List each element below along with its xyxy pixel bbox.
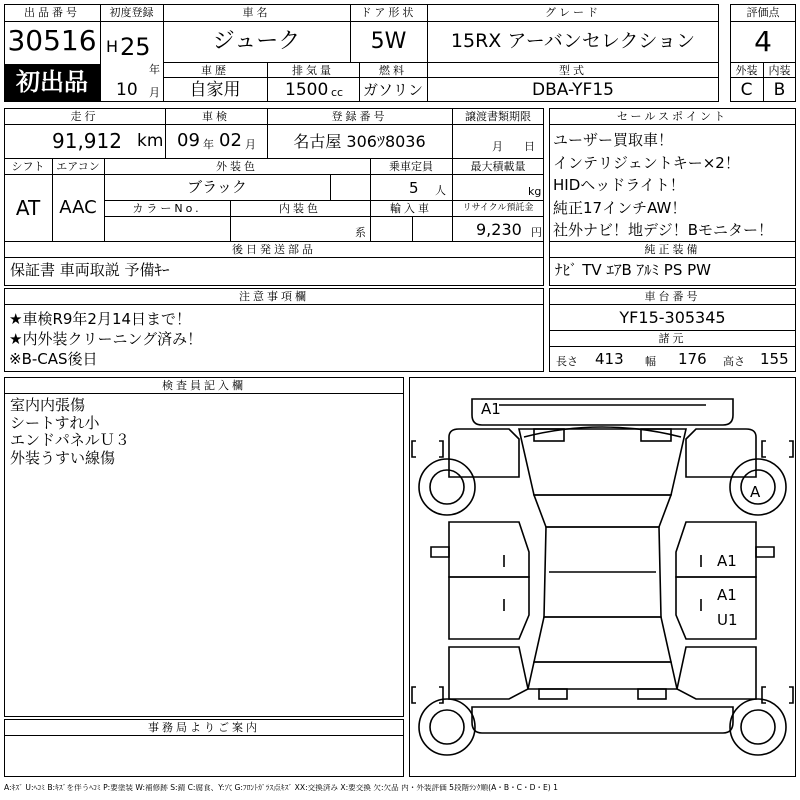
note-line: ※B-CAS後日 — [9, 350, 98, 368]
legend: A:ｷｽﾞ U:ﾍｺﾐ B:ｷｽﾞを伴うﾍｺﾐ P:要塗装 W:補修跡 S:錆 C:腐食、Y:穴 G:ﾌﾛﾝﾄｶﾞﾗｽ点ｷｽﾞ XX:交換済み X:要交換 欠:欠品 内・外装評価 5段階ﾗﾝｸ順(A・B・C・D・E) 1 — [4, 784, 559, 792]
door-label: ドア形状 — [360, 6, 417, 19]
aircon-label: エアコン — [56, 160, 100, 173]
rule — [4, 158, 544, 159]
rule — [4, 241, 544, 242]
rule — [4, 393, 404, 394]
rule — [163, 62, 719, 63]
exterior-color-label: 外装色 — [216, 160, 258, 173]
height-label: 高さ — [723, 355, 745, 368]
mileage-value: 91,912 — [52, 129, 122, 153]
later-parts-value: 保証書 車両取説 予備ｷｰ — [10, 261, 170, 279]
import-label: 輸入車 — [390, 202, 432, 215]
chassis-label: 車台番号 — [644, 290, 701, 303]
car-name-label: 車名 — [242, 6, 271, 19]
inspector-note-line: エンドパネルＵ３ — [10, 431, 130, 449]
lot-number: 30516 — [7, 24, 97, 57]
fuel-label: 燃料 — [379, 64, 407, 77]
height-value: 155 — [760, 350, 789, 368]
fuel-value: ガソリン — [362, 81, 423, 99]
inspector-label: 検査員記入欄 — [162, 379, 246, 392]
score-label: 評価点 — [746, 6, 780, 19]
car-diagram — [409, 377, 796, 777]
rule — [163, 77, 719, 78]
rule — [549, 257, 796, 258]
capacity-value: 5 — [409, 179, 419, 197]
model-value: DBA-YF15 — [532, 80, 614, 100]
recycle-unit: 円 — [531, 226, 542, 239]
score-value: 4 — [754, 25, 772, 58]
inspection-year: 09 — [177, 130, 200, 151]
aircon-value: AAC — [59, 197, 97, 218]
exterior-color-value: ブラック — [187, 178, 247, 196]
notes-label: 注意事項欄 — [239, 290, 309, 303]
width-value: 176 — [678, 350, 707, 368]
reg-month: 10 — [116, 80, 138, 100]
rule — [4, 735, 404, 736]
reg-year: 25 — [120, 33, 151, 61]
sales-point-line: インテリジェントキー×2！ — [553, 153, 740, 172]
width-label: 幅 — [645, 355, 656, 368]
transfer-label: 譲渡書類期限 — [465, 110, 531, 123]
capacity-label: 乗車定員 — [389, 160, 433, 173]
note-line: ★車検R9年2月14日まで！ — [9, 310, 192, 328]
grade-label: グレード — [545, 6, 601, 19]
reg-era: H — [106, 37, 119, 56]
length-label: 長さ — [556, 355, 578, 368]
shift-label: シフト — [11, 160, 45, 173]
reg-month-unit: 月 — [149, 86, 160, 99]
plate-label: 登録番号 — [331, 110, 388, 123]
displacement-label: 排気量 — [292, 64, 334, 77]
specs-label: 諸元 — [658, 332, 687, 345]
rule — [4, 257, 544, 258]
sales-point-line: 社外ナビ！地デジ！Bモニター！ — [553, 221, 773, 239]
history-label: 車歴 — [201, 64, 229, 77]
displacement-value: 1500 — [285, 80, 329, 100]
chassis-value: YF15-305345 — [619, 308, 726, 327]
grade-value: 15RX アーバンセレクション — [450, 30, 696, 52]
rule — [549, 304, 796, 305]
interior-score: B — [773, 80, 786, 100]
damage-mark-right-front-door: A1 — [717, 552, 737, 570]
inspector-note-line: 室内内張傷 — [10, 396, 86, 414]
rule — [104, 216, 544, 217]
rule — [4, 21, 100, 22]
displacement-unit: cc — [331, 86, 344, 99]
exterior-score-label: 外装 — [735, 64, 758, 77]
sales-point-line: ユーザー買取車！ — [553, 131, 674, 149]
genuine-equipment-value: ﾅﾋﾞ TV ｴｱB ｱﾙﾐ PS PW — [555, 261, 711, 279]
history-value: 自家用 — [189, 80, 241, 100]
max-load-label: 最大積載量 — [470, 160, 526, 173]
genuine-equipment-label: 純正装備 — [644, 243, 701, 256]
rule — [100, 4, 101, 102]
inspection-month: 02 — [219, 130, 242, 151]
sales-points-list — [553, 129, 793, 242]
rule — [100, 21, 719, 22]
rule — [549, 330, 796, 331]
car-name: ジューク — [212, 29, 301, 54]
sales-point-line: 純正17インチAW！ — [553, 198, 687, 217]
inspector-note-line: シートすれ小 — [10, 413, 100, 432]
damage-mark-right-rear-door-upper: A1 — [717, 586, 737, 604]
first-listing-text: 初出品 — [16, 68, 88, 96]
mileage-label: 走行 — [70, 110, 99, 123]
capacity-unit: 人 — [435, 184, 446, 197]
sales-points-label: セールスポイント — [616, 110, 728, 123]
inspector-list — [10, 397, 400, 467]
transfer-month-unit: 月 — [492, 140, 503, 153]
office-label: 事務局よりご案内 — [148, 721, 260, 734]
reg-year-unit: 年 — [149, 63, 160, 76]
model-label: 型式 — [559, 64, 587, 77]
rule — [104, 200, 544, 201]
color-no-label: カラーNo. — [132, 202, 202, 215]
note-line: ★内外装クリーニング済み！ — [9, 330, 203, 348]
damage-mark-right-rear-door-lower: U1 — [717, 611, 738, 629]
interior-color-label: 内装色 — [279, 202, 321, 215]
first-reg-label: 初度登録 — [109, 6, 154, 19]
inspection-year-unit: 年 — [203, 138, 214, 151]
inspector-note-line: 外装うすい線傷 — [10, 448, 116, 467]
rule — [730, 21, 796, 22]
lot-number-label: 出品番号 — [24, 6, 80, 19]
rule — [4, 304, 544, 305]
interior-color-unit: 系 — [355, 226, 366, 239]
rule — [4, 124, 544, 125]
damage-mark-front: A1 — [481, 400, 501, 418]
interior-score-label: 内装 — [768, 64, 791, 77]
exterior-score: C — [740, 80, 753, 100]
rule — [549, 346, 796, 347]
inspection-label: 車検 — [202, 110, 230, 123]
plate-value: 名古屋 306ﾂ8036 — [293, 132, 426, 151]
sales-point-line: HIDヘッドライト！ — [553, 176, 685, 194]
shift-value: AT — [15, 196, 41, 220]
mileage-unit: km — [137, 131, 164, 151]
later-parts-label: 後日発送部品 — [232, 243, 316, 256]
recycle-label: リサイクル預託金 — [462, 203, 534, 213]
door-value: 5W — [370, 29, 407, 54]
rule — [4, 174, 544, 175]
rule — [330, 174, 331, 200]
damage-mark-right-front-tire: A — [750, 483, 761, 501]
transfer-day-unit: 日 — [524, 140, 535, 153]
max-load-unit: kg — [528, 185, 542, 198]
recycle-value: 9,230 — [476, 220, 522, 239]
length-value: 413 — [595, 350, 624, 368]
rule — [412, 216, 413, 241]
inspection-month-unit: 月 — [245, 138, 256, 151]
rule — [549, 124, 796, 125]
rule — [549, 241, 796, 242]
notes-list — [9, 309, 539, 369]
